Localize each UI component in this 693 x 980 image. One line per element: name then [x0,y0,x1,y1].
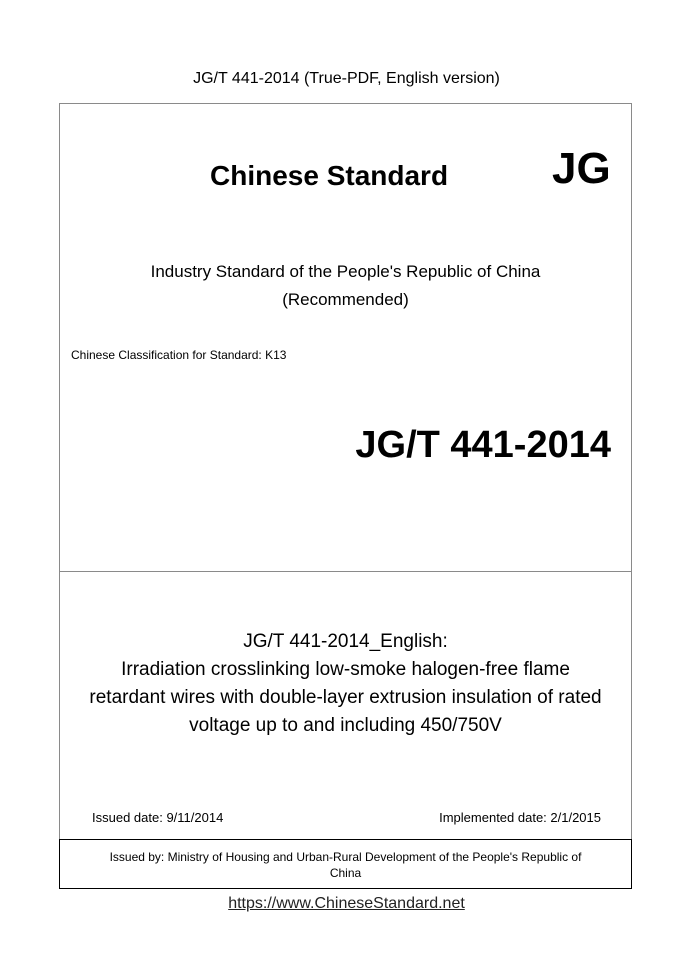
issued-date: Issued date: 9/11/2014 [92,810,224,825]
website-link[interactable]: https://www.ChineseStandard.net [228,895,465,912]
industry-line-2: (Recommended) [282,290,409,309]
standard-title: Chinese Standard [210,160,449,191]
english-title-line-4: voltage up to and including 450/750V [189,715,502,736]
english-title-line-3: retardant wires with double-layer extrusion insulation of rated [89,687,602,708]
english-title [60,628,631,740]
english-title-line-2: Irradiation crosslinking low-smoke halogen-free flame [121,659,570,680]
section-divider [60,571,631,572]
document-header: JG/T 441-2014 (True-PDF, English version) [193,70,500,87]
implemented-date: Implemented date: 2/1/2015 [439,810,601,825]
issuer-line-2: China [329,866,362,880]
standard-code-mark: JG [552,144,611,193]
issuer-line-1: Issued by: Ministry of Housing and Urban-Rural Development of the People's Republic of [109,850,582,864]
industry-line-1: Industry Standard of the People's Republic of China [150,262,541,281]
cover-frame [59,103,632,840]
classification-text: Chinese Classification for Standard: K13 [71,348,287,362]
english-title-line-1: JG/T 441-2014_English: [243,631,448,652]
issuer-box [59,839,632,889]
industry-statement [60,258,631,314]
standard-number: JG/T 441-2014 [355,424,611,466]
